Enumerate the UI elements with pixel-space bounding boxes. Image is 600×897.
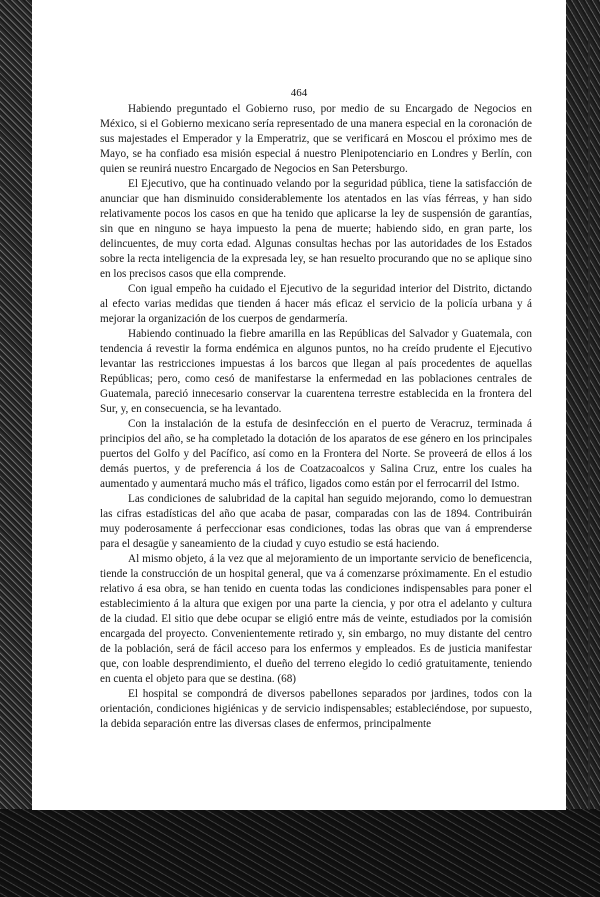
page-number: 464 (290, 87, 308, 99)
paragraph: El hospital se compondrá de diversos pabellones separados por jardines, todos con la orientación, condiciones higiénicas y de servicio indispensables; estableciéndose, por supuesto, la debida separación entre las diversas clases de enfermos, principalmente (100, 688, 532, 730)
paragraph: Con igual empeño ha cuidado el Ejecutivo de la seguridad interior del Distrito, dictando al efecto varias medidas que tienden á hacer más eficaz el servicio de la policía urbana y á mejorar la organización de los cuerpos de gendarmería. (100, 283, 532, 325)
scan-border-right (560, 0, 600, 897)
paragraph: Al mismo objeto, á la vez que al mejoramiento de un importante servicio de beneficencia, tiende la construcción de un hospital general, que va á comenzarse próximamente. En el estudio relativo á esa obra, se han tenido en cuenta todas las condiciones indispensables para poner el establecimiento á la altura que exigen por una parte la ciencia, y por otra el adelanto y cultura de la ciudad. El sitio que debe ocupar se eligió entre más de veinte, estudiados por la comisión encargada del proyecto. Convenientemente retirado y, sin embargo, no muy distante del centro de la población, será de fácil acceso para los enfermos y empleados. Es de justicia manifestar que, con loable desprendimiento, el dueño del terreno elegido lo cedió gratuitamente, teniendo en cuenta el objeto para que se destina. (68) (100, 553, 532, 685)
scan-border-left (0, 0, 36, 897)
paragraph: Habiendo continuado la fiebre amarilla en las Repúblicas del Salvador y Guatemala, con tendencia á revestir la forma endémica en algunos puntos, no ha creído prudente el Ejecutivo levantar las restricciones impuestas á los barcos que llegan al país procedentes de aquellas Repúblicas; pero, como cesó de manifestarse la enfermedad en las poblaciones centrales de Guatemala, pareció innecesario conservar la cuarentena terrestre establecida en la frontera del Sur, y, en consecuencia, se ha levantado. (100, 328, 532, 415)
document-page (32, 0, 566, 810)
paragraph: Con la instalación de la estufa de desinfección en el puerto de Veracruz, terminada á principios del año, se ha completado la dotación de los aparatos de ese género en los principales puertos del Golfo y del Pacífico, así como en la Frontera del Norte. Se proveerá de ellos á los demás puertos, y de preferencia á los de Coatzacoalcos y Salina Cruz, entre los cuales ha aumentado y aumentará mucho más el tráfico, ligados como están por el ferrocarril del Istmo. (100, 418, 532, 490)
paragraph: El Ejecutivo, que ha continuado velando por la seguridad pública, tiene la satisfacción de anunciar que han disminuido considerablemente los atentados en las vías férreas, y han sido relativamente pocos los casos en que ha tenido que aplicarse la ley de suspensión de garantías, sin que en ninguno se haya impuesto la pena de muerte; habiendo sido, en gran parte, los delincuentes, de muy corta edad. Algunas consultas hechas por las autoridades de los Estados sobre la recta inteligencia de la expresada ley, se han resuelto procurando que no se aplique sino en los precisos casos que ella comprende. (100, 178, 532, 280)
body-text (100, 102, 532, 732)
scan-border-bottom (0, 809, 600, 897)
page-edge-line (588, 40, 590, 810)
paragraph: Las condiciones de salubridad de la capital han seguido mejorando, como lo demuestran las cifras estadísticas del año que acaba de pasar, comparadas con las de 1894. Contribuirán muy poderosamente á perfeccionar esas condiciones, todas las obras que van á emprenderse para el desagüe y saneamiento de la ciudad y cuyo estudio se está haciendo. (100, 493, 532, 550)
paragraph: Habiendo preguntado el Gobierno ruso, por medio de su Encargado de Negocios en México, si el Gobierno mexicano sería representado de una manera especial en la coronación de sus majestades el Emperador y la Emperatriz, que se verificará en Moscou el próximo mes de Mayo, se ha confiado esa misión especial á nuestro Plenipotenciario en Londres y Berlín, con quien se reunirá nuestro Encargado de Negocios en San Petersburgo. (100, 103, 532, 175)
